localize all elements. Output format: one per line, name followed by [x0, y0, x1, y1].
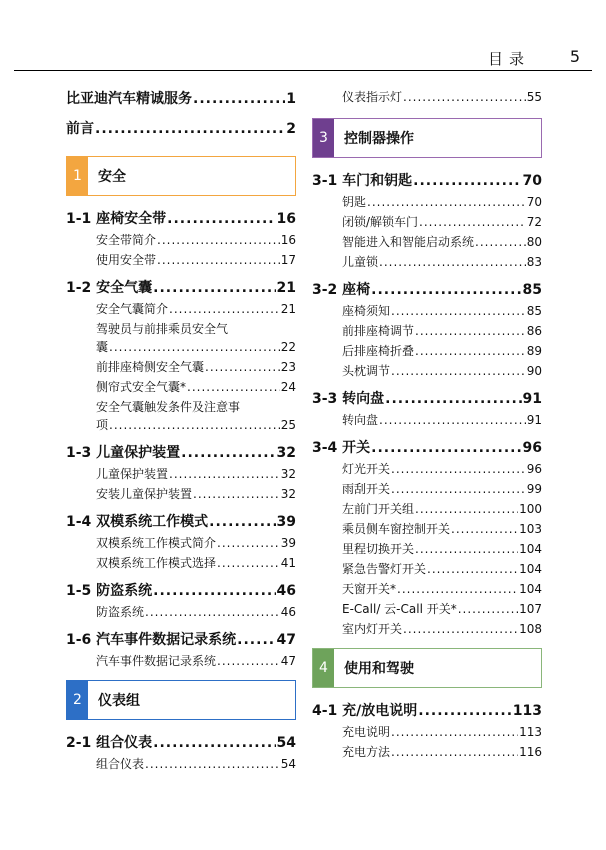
toc-entry-page: 32 — [280, 467, 296, 481]
toc-entry-page: 46 — [276, 583, 296, 599]
toc-item[interactable] — [312, 342, 542, 362]
toc-entry-page: 24 — [280, 380, 296, 394]
toc-entry-page: 70 — [522, 173, 542, 189]
toc-entry-title: 儿童保护装置 — [96, 467, 169, 481]
toc-entry-title: 1-4 双模系统工作模式 — [66, 514, 209, 530]
toc-section[interactable] — [66, 208, 296, 231]
chapter-label: 安全 — [98, 169, 126, 185]
dot-leader — [413, 173, 521, 189]
toc-item[interactable] — [66, 534, 296, 554]
toc-entry-page: 96 — [522, 440, 542, 456]
toc-item[interactable] — [66, 603, 296, 623]
dot-leader — [145, 757, 280, 771]
dot-leader — [391, 482, 526, 496]
dot-leader — [217, 556, 280, 570]
toc-entry-title: 1-5 防盗系统 — [66, 583, 153, 599]
toc-item[interactable] — [312, 480, 542, 500]
toc-item[interactable] — [66, 465, 296, 485]
toc-item[interactable] — [312, 302, 542, 322]
toc-section[interactable] — [312, 279, 542, 302]
toc-section[interactable] — [66, 277, 296, 300]
toc-entry-title: 仪表指示灯 — [342, 90, 403, 104]
toc-entry-title: 3-3 转向盘 — [312, 391, 385, 407]
toc-entry-title: 天窗开关* — [342, 582, 397, 596]
chapter-label: 仪表组 — [98, 693, 140, 709]
toc-entry-title: 1-2 安全气囊 — [66, 280, 153, 296]
toc-entry-page: 46 — [280, 605, 296, 619]
toc-item[interactable] — [66, 485, 296, 505]
toc-item-title-line: 安全气囊触发条件及注意事 — [96, 400, 241, 414]
toc-entry-title: 1-1 座椅安全带 — [66, 211, 167, 227]
dot-leader — [391, 725, 518, 739]
toc-entry-title: 3-2 座椅 — [312, 282, 371, 298]
dot-leader — [418, 703, 511, 719]
dot-leader — [109, 338, 280, 356]
toc-entry-page: 83 — [526, 255, 542, 269]
toc-item[interactable] — [312, 460, 542, 480]
toc-entry-title: 乘员侧车窗控制开关 — [342, 522, 451, 536]
toc-entry-title: 室内灯开关 — [342, 622, 403, 636]
toc-item-continuation — [96, 338, 296, 358]
dot-leader — [391, 462, 526, 476]
toc-item[interactable] — [312, 620, 542, 640]
chapter-box-3[interactable] — [312, 118, 542, 158]
toc-entry-title: 双模系统工作模式简介 — [96, 536, 217, 550]
chapter-box-2[interactable] — [66, 680, 296, 720]
dot-leader — [419, 215, 526, 229]
page-header — [14, 44, 592, 71]
toc-entry-title: 汽车事件数据记录系统 — [96, 654, 217, 668]
chapter-number: 2 — [67, 681, 88, 719]
dot-leader — [109, 416, 280, 434]
toc-entry-title: 1-6 汽车事件数据记录系统 — [66, 632, 237, 648]
toc-entry-title: 组合仪表 — [96, 757, 145, 771]
dot-leader — [153, 735, 275, 751]
dot-leader — [217, 654, 280, 668]
toc-entry-page: 41 — [280, 556, 296, 570]
toc-entry-page: 107 — [519, 602, 542, 616]
toc-section[interactable] — [312, 170, 542, 193]
dot-leader — [157, 253, 280, 267]
toc-item[interactable] — [66, 231, 296, 251]
toc-section[interactable] — [66, 442, 296, 465]
toc-entry-title: 3-4 开关 — [312, 440, 371, 456]
chapter-box-4[interactable] — [312, 648, 542, 688]
toc-entry-page: 103 — [519, 522, 542, 536]
toc-entry-title: 里程切换开关 — [342, 542, 415, 556]
toc-entry-page: 23 — [280, 360, 296, 374]
toc-entry-page: 21 — [276, 280, 296, 296]
toc-item[interactable] — [66, 358, 296, 378]
toc-entry-page: 70 — [526, 195, 542, 209]
toc-entry-page: 104 — [519, 582, 542, 596]
toc-entry-page: 17 — [280, 253, 296, 267]
dot-leader — [209, 514, 275, 530]
toc-entry-title: 安装儿童保护装置 — [96, 487, 193, 501]
toc-item[interactable] — [312, 193, 542, 213]
toc-entry-title: 侧帘式安全气囊* — [96, 380, 187, 394]
dot-leader — [385, 391, 521, 407]
toc-entry-title: 使用安全带 — [96, 253, 157, 267]
toc-entry-page: 104 — [519, 562, 542, 576]
toc-entry-page: 32 — [280, 487, 296, 501]
toc-item[interactable] — [66, 398, 296, 436]
toc-entry-page: 21 — [280, 302, 296, 316]
dot-leader — [95, 121, 285, 137]
dot-leader — [397, 582, 518, 596]
toc-entry-title: 头枕调节 — [342, 364, 391, 378]
toc-entry-title: 项 — [96, 418, 109, 432]
toc-section[interactable] — [66, 629, 296, 652]
dot-leader — [367, 195, 526, 209]
toc-item[interactable] — [66, 300, 296, 320]
toc-entry-title: 前言 — [66, 121, 94, 137]
toc-item[interactable] — [312, 411, 542, 431]
dot-leader — [458, 602, 518, 616]
toc-entry-title: 灯光开关 — [342, 462, 391, 476]
toc-entry-page: 85 — [526, 304, 542, 318]
page-number: 5 — [569, 47, 580, 66]
dot-leader — [193, 487, 280, 501]
toc-entry-title: 安全带简介 — [96, 233, 157, 247]
dot-leader — [169, 467, 280, 481]
toc-entry-page: 91 — [526, 413, 542, 427]
toc-entry-title: 双模系统工作模式选择 — [96, 556, 217, 570]
toc-item[interactable] — [312, 600, 542, 620]
dot-leader — [217, 536, 280, 550]
toc-right-column — [312, 88, 542, 763]
toc-entry-page: 16 — [280, 233, 296, 247]
dot-leader — [475, 235, 526, 249]
toc-entry-page: 116 — [519, 745, 542, 759]
chapter-label: 控制器操作 — [344, 131, 414, 147]
dot-leader — [205, 360, 280, 374]
toc-entry-title: 安全气囊简介 — [96, 302, 169, 316]
dot-leader — [451, 522, 518, 536]
toc-entry-page: 1 — [286, 91, 296, 107]
toc-entry-page: 47 — [276, 632, 296, 648]
toc-entry-title: 后排座椅折叠 — [342, 344, 415, 358]
toc-entry-title: 左前门开关组 — [342, 502, 415, 516]
toc-entry-page: 108 — [519, 622, 542, 636]
toc-entry-page: 80 — [526, 235, 542, 249]
toc-entry-title: 充电说明 — [342, 725, 391, 739]
toc-left-column — [66, 88, 296, 775]
chapter-number: 4 — [313, 649, 334, 687]
dot-leader — [167, 211, 275, 227]
dot-leader — [379, 413, 526, 427]
toc-item[interactable] — [312, 213, 542, 233]
toc-entry-title: 智能进入和智能启动系统 — [342, 235, 475, 249]
toc-entry-page: 89 — [526, 344, 542, 358]
toc-item[interactable] — [66, 251, 296, 271]
toc-item[interactable] — [312, 580, 542, 600]
dot-leader — [391, 304, 526, 318]
dot-leader — [169, 302, 280, 316]
toc-entry-page: 85 — [522, 282, 542, 298]
chapter-number: 1 — [67, 157, 88, 195]
dot-leader — [153, 583, 275, 599]
toc-entry-page: 47 — [280, 654, 296, 668]
toc-item[interactable] — [312, 500, 542, 520]
toc-entry[interactable] — [66, 88, 296, 118]
toc-item[interactable] — [66, 320, 296, 358]
toc-entry-page: 16 — [276, 211, 296, 227]
toc-entry-page: 99 — [526, 482, 542, 496]
toc-section[interactable] — [312, 700, 542, 723]
dot-leader — [145, 605, 280, 619]
toc-item-continuation — [96, 416, 296, 436]
toc-entry-page: 55 — [526, 90, 542, 104]
page-title: 目录 — [487, 50, 530, 68]
dot-leader — [415, 324, 526, 338]
dot-leader — [415, 542, 518, 556]
toc-entry-page: 39 — [276, 514, 296, 530]
toc-item[interactable] — [312, 540, 542, 560]
toc-item[interactable] — [312, 233, 542, 253]
toc-item[interactable] — [312, 322, 542, 342]
toc-item[interactable] — [312, 743, 542, 763]
toc-entry-page: 96 — [526, 462, 542, 476]
toc-item[interactable] — [66, 554, 296, 574]
toc-entry-title: 3-1 车门和钥匙 — [312, 173, 413, 189]
toc-entry-title: 充电方法 — [342, 745, 391, 759]
toc-item[interactable] — [312, 723, 542, 743]
dot-leader — [403, 622, 518, 636]
toc-entry-page: 72 — [526, 215, 542, 229]
toc-section[interactable] — [312, 437, 542, 460]
toc-item[interactable] — [312, 88, 542, 108]
toc-entry-title: 转向盘 — [342, 413, 379, 427]
toc-entry-title: 前排座椅侧安全气囊 — [96, 360, 205, 374]
toc-entry-title: 儿童锁 — [342, 255, 379, 269]
dot-leader — [371, 282, 521, 298]
toc-entry-page: 86 — [526, 324, 542, 338]
toc-entry-page: 2 — [286, 121, 296, 137]
toc-entry-title: 囊 — [96, 340, 109, 354]
toc-entry-page: 91 — [522, 391, 542, 407]
chapter-box-1[interactable] — [66, 156, 296, 196]
toc-entry-page: 90 — [526, 364, 542, 378]
toc-entry-page: 32 — [276, 445, 296, 461]
dot-leader — [403, 90, 526, 104]
dot-leader — [415, 502, 518, 516]
toc-item[interactable] — [312, 253, 542, 273]
toc-entry-page: 104 — [519, 542, 542, 556]
chapter-number: 3 — [313, 119, 334, 157]
toc-entry-page: 100 — [519, 502, 542, 516]
toc-section[interactable] — [66, 511, 296, 534]
toc-item[interactable] — [66, 755, 296, 775]
dot-leader — [391, 364, 526, 378]
dot-leader — [427, 562, 518, 576]
toc-entry-page: 54 — [280, 757, 296, 771]
dot-leader — [193, 91, 285, 107]
toc-section[interactable] — [66, 580, 296, 603]
toc-entry[interactable] — [66, 118, 296, 148]
dot-leader — [181, 445, 275, 461]
dot-leader — [371, 440, 521, 456]
toc-entry-title: 4-1 充/放电说明 — [312, 703, 418, 719]
toc-entry-title: 钥匙 — [342, 195, 367, 209]
toc-item[interactable] — [66, 378, 296, 398]
toc-item[interactable] — [312, 362, 542, 382]
toc-entry-page: 22 — [280, 340, 296, 354]
toc-entry-title: 比亚迪汽车精诚服务 — [66, 91, 192, 107]
dot-leader — [391, 745, 518, 759]
toc-entry-title: E-Call/ 云-Call 开关* — [342, 602, 457, 616]
toc-section[interactable] — [66, 732, 296, 755]
toc-entry-title: 雨刮开关 — [342, 482, 391, 496]
toc-item-title-line: 驾驶员与前排乘员安全气 — [96, 322, 229, 336]
toc-entry-page: 113 — [519, 725, 542, 739]
toc-entry-title: 座椅须知 — [342, 304, 391, 318]
toc-entry-title: 2-1 组合仪表 — [66, 735, 153, 751]
dot-leader — [187, 380, 280, 394]
chapter-label: 使用和驾驶 — [344, 661, 414, 677]
toc-item[interactable] — [312, 560, 542, 580]
toc-entry-page: 39 — [280, 536, 296, 550]
toc-entry-page: 54 — [276, 735, 296, 751]
toc-entry-title: 1-3 儿童保护装置 — [66, 445, 181, 461]
toc-entry-page: 25 — [280, 418, 296, 432]
dot-leader — [379, 255, 526, 269]
toc-section[interactable] — [312, 388, 542, 411]
toc-item[interactable] — [66, 652, 296, 672]
dot-leader — [237, 632, 275, 648]
dot-leader — [153, 280, 275, 296]
dot-leader — [415, 344, 526, 358]
dot-leader — [157, 233, 280, 247]
toc-entry-title: 防盗系统 — [96, 605, 145, 619]
toc-item[interactable] — [312, 520, 542, 540]
toc-entry-title: 紧急告警灯开关 — [342, 562, 427, 576]
toc-entry-title: 前排座椅调节 — [342, 324, 415, 338]
toc-entry-page: 113 — [512, 703, 542, 719]
toc-entry-title: 闭锁/解锁车门 — [342, 215, 419, 229]
